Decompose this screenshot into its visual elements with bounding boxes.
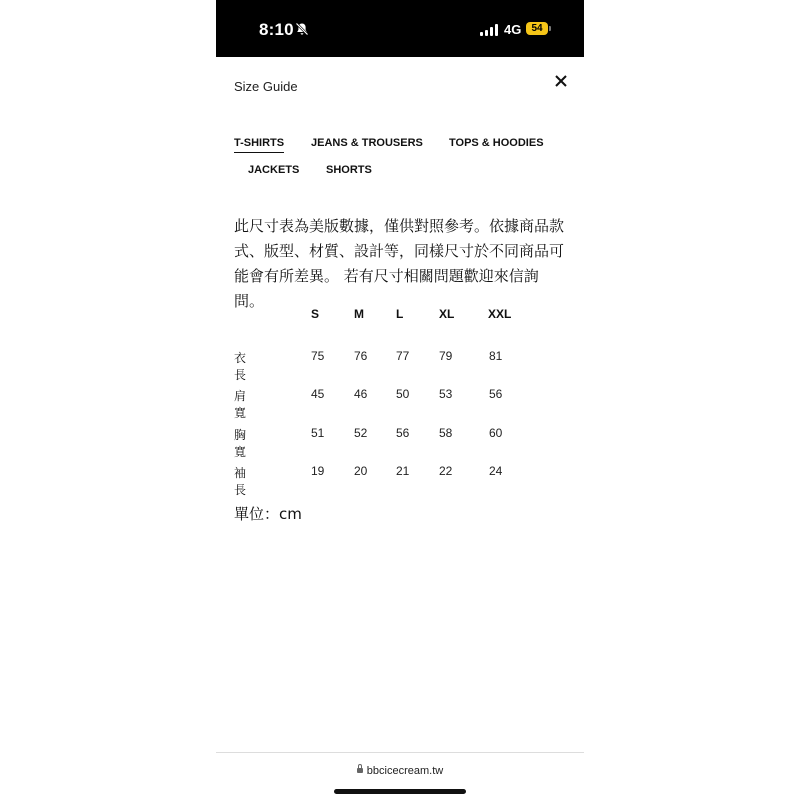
row-label: 肩寬 [234, 389, 247, 420]
size-description: 此尺寸表為美版數據，僅供對照參考。依據商品款式、版型、材質、設計等，同樣尺寸於不同商品可能會有所差異。 若有尺寸相關問題歡迎來信詢問。 [234, 217, 565, 310]
table-cell: 53 [439, 387, 453, 401]
table-cell: 50 [396, 387, 410, 401]
table-cell: 24 [489, 464, 503, 478]
table-cell: 20 [354, 464, 368, 478]
table-cell: 76 [354, 349, 368, 363]
phone-screen [216, 0, 584, 800]
tab-jackets[interactable]: JACKETS [248, 164, 300, 176]
column-header: XL [439, 307, 455, 321]
column-header: S [311, 307, 320, 321]
table-cell: 60 [489, 426, 503, 440]
size-guide-title: Size Guide [234, 79, 298, 94]
table-cell: 58 [439, 426, 453, 440]
url-text: bbcicecream.tw [366, 765, 444, 777]
table-cell: 22 [439, 464, 453, 478]
bell-muted-icon [295, 22, 309, 36]
table-cell: 46 [354, 387, 368, 401]
lock-icon [357, 768, 363, 773]
table-cell: 56 [489, 387, 503, 401]
table-cell: 77 [396, 349, 410, 363]
table-cell: 21 [396, 464, 410, 478]
table-cell: 45 [311, 387, 325, 401]
status-time: 8:10 [259, 20, 294, 39]
column-header: L [396, 307, 404, 321]
tab-jeans-trousers[interactable]: JEANS & TROUSERS [311, 137, 423, 149]
tab-t-shirts[interactable]: T-SHIRTS [234, 137, 284, 153]
tab-shorts[interactable]: SHORTS [326, 164, 372, 176]
row-label: 衣長 [234, 351, 247, 382]
battery-tip [549, 26, 551, 31]
browser-address-bar[interactable] [216, 752, 584, 800]
column-header: XXL [488, 307, 512, 321]
battery-icon: 54 [526, 22, 548, 35]
table-cell: 56 [396, 426, 410, 440]
signal-icon [480, 24, 498, 36]
row-label: 胸寬 [234, 428, 247, 459]
table-cell: 19 [311, 464, 325, 478]
row-label: 袖長 [234, 466, 247, 497]
network-type: 4G [504, 22, 522, 37]
table-cell: 81 [489, 349, 503, 363]
home-indicator[interactable] [334, 789, 466, 794]
close-icon[interactable] [551, 71, 571, 91]
unit-label: 單位：cm [234, 505, 302, 523]
url-display[interactable] [216, 765, 584, 777]
status-bar [216, 0, 584, 57]
table-cell: 79 [439, 349, 453, 363]
tab-tops-hoodies[interactable]: TOPS & HOODIES [449, 137, 544, 149]
table-cell: 52 [354, 426, 368, 440]
table-cell: 51 [311, 426, 325, 440]
column-header: M [354, 307, 364, 321]
table-cell: 75 [311, 349, 325, 363]
